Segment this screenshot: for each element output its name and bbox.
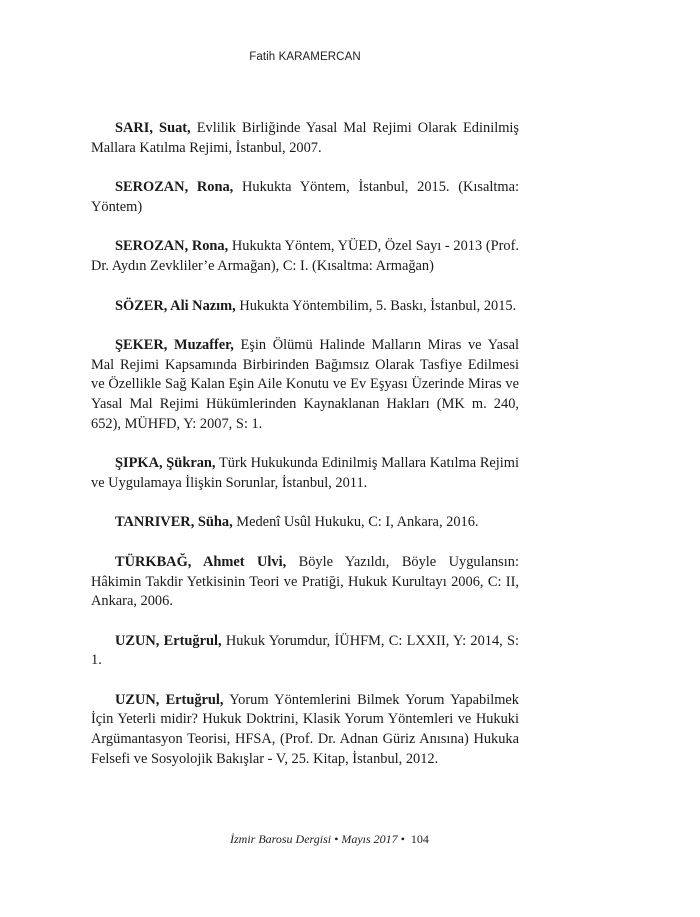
bibliography-entry	[91, 178, 519, 217]
entry-text: Hukukta Yöntembilim, 5. Baskı, İstanbul, 2015.	[235, 297, 517, 314]
bibliography-entry	[91, 513, 519, 533]
bibliography-entry	[91, 691, 519, 769]
entry-text: Hukukta Yöntem, YÜED, Özel Sayı - 2013 (Prof. Dr. Aydın Zevkliler’e Armağan), C: I. (Kısaltma: Armağan)	[91, 238, 519, 274]
running-head: Fatih KARAMERCAN	[249, 51, 361, 63]
bibliography-entry	[91, 119, 519, 158]
entry-text: Yorum Yöntemlerini Bilmek Yorum Yapabilmek İçin Yeterli midir? Hukuk Doktrini, Klasik Yorum Yöntemleri ve Hukuki Argümantasyon Teorisi, HFSA, (Prof. Dr. Adnan Güriz Anısına) Hukuka Felsefi ve Sosyolojik Bakışlar - V, 25. Kitap, İstanbul, 2012.	[91, 691, 519, 767]
entry-text: Hukukta Yöntem, İstanbul, 2015. (Kısaltma: Yöntem)	[91, 179, 519, 215]
bibliography-entry	[91, 237, 519, 276]
entry-author: TANRIVER, Süha,	[115, 514, 233, 531]
entry-author: UZUN, Ertuğrul,	[115, 691, 224, 708]
entry-author: SEROZAN, Rona,	[115, 238, 229, 255]
entry-author: ŞEKER, Muzaffer,	[115, 337, 234, 354]
bibliography-entry	[91, 297, 519, 317]
entry-text: Eşin Ölümü Halinde Malların Miras ve Yasal Mal Rejimi Kapsamında Birbirinden Bağımsız Olarak Tasfiye Edilmesi ve Özellikle Sağ Kalan Eşin Aile Konutu ve Ev Eşyası Üzerinde Miras ve Yasal Mal Rejimi Hükümlerinden Kaynaklanan Hakları (MK m. 240, 652), MÜHFD, Y: 2007, S: 1.	[91, 337, 519, 432]
entry-author: UZUN, Ertuğrul,	[115, 632, 222, 649]
entry-author: SARI, Suat,	[115, 120, 191, 136]
page-footer	[230, 832, 429, 847]
entry-author: SÖZER, Ali Nazım,	[115, 297, 236, 314]
journal-name: İzmir Barosu Dergisi • Mayıs 2017 •	[230, 832, 405, 846]
entry-text: Medenî Usûl Hukuku, C: I, Ankara, 2016.	[232, 514, 479, 531]
bibliography-entry	[91, 632, 519, 671]
entry-text: Türk Hukukunda Edinilmiş Mallara Katılma Rejimi ve Uygulamaya İlişkin Sorunlar, İstanbul, 2011.	[91, 455, 519, 491]
page-number: 104	[410, 832, 429, 846]
entry-text: Hukuk Yorumdur, İÜHFM, C: LXXII, Y: 2014, S: 1.	[91, 632, 519, 669]
bibliography-entry	[91, 336, 519, 434]
entry-author: ŞIPKA, Şükran,	[115, 455, 216, 472]
bibliography-entry	[91, 454, 519, 493]
bibliography-list	[91, 119, 519, 789]
entry-author: SEROZAN, Rona,	[115, 179, 234, 196]
bibliography-entry	[91, 553, 519, 612]
entry-text: Evlilik Birliğinde Yasal Mal Rejimi Olarak Edinilmiş Mallara Katılma Rejimi, İstanbul, 2007.	[91, 120, 519, 156]
entry-author: TÜRKBAĞ, Ahmet Ulvi,	[115, 553, 287, 570]
entry-text: Böyle Yazıldı, Böyle Uygulansın: Hâkimin Takdir Yetkisinin Teori ve Pratiği, Hukuk Kurultayı 2006, C: II, Ankara, 2006.	[91, 553, 519, 610]
